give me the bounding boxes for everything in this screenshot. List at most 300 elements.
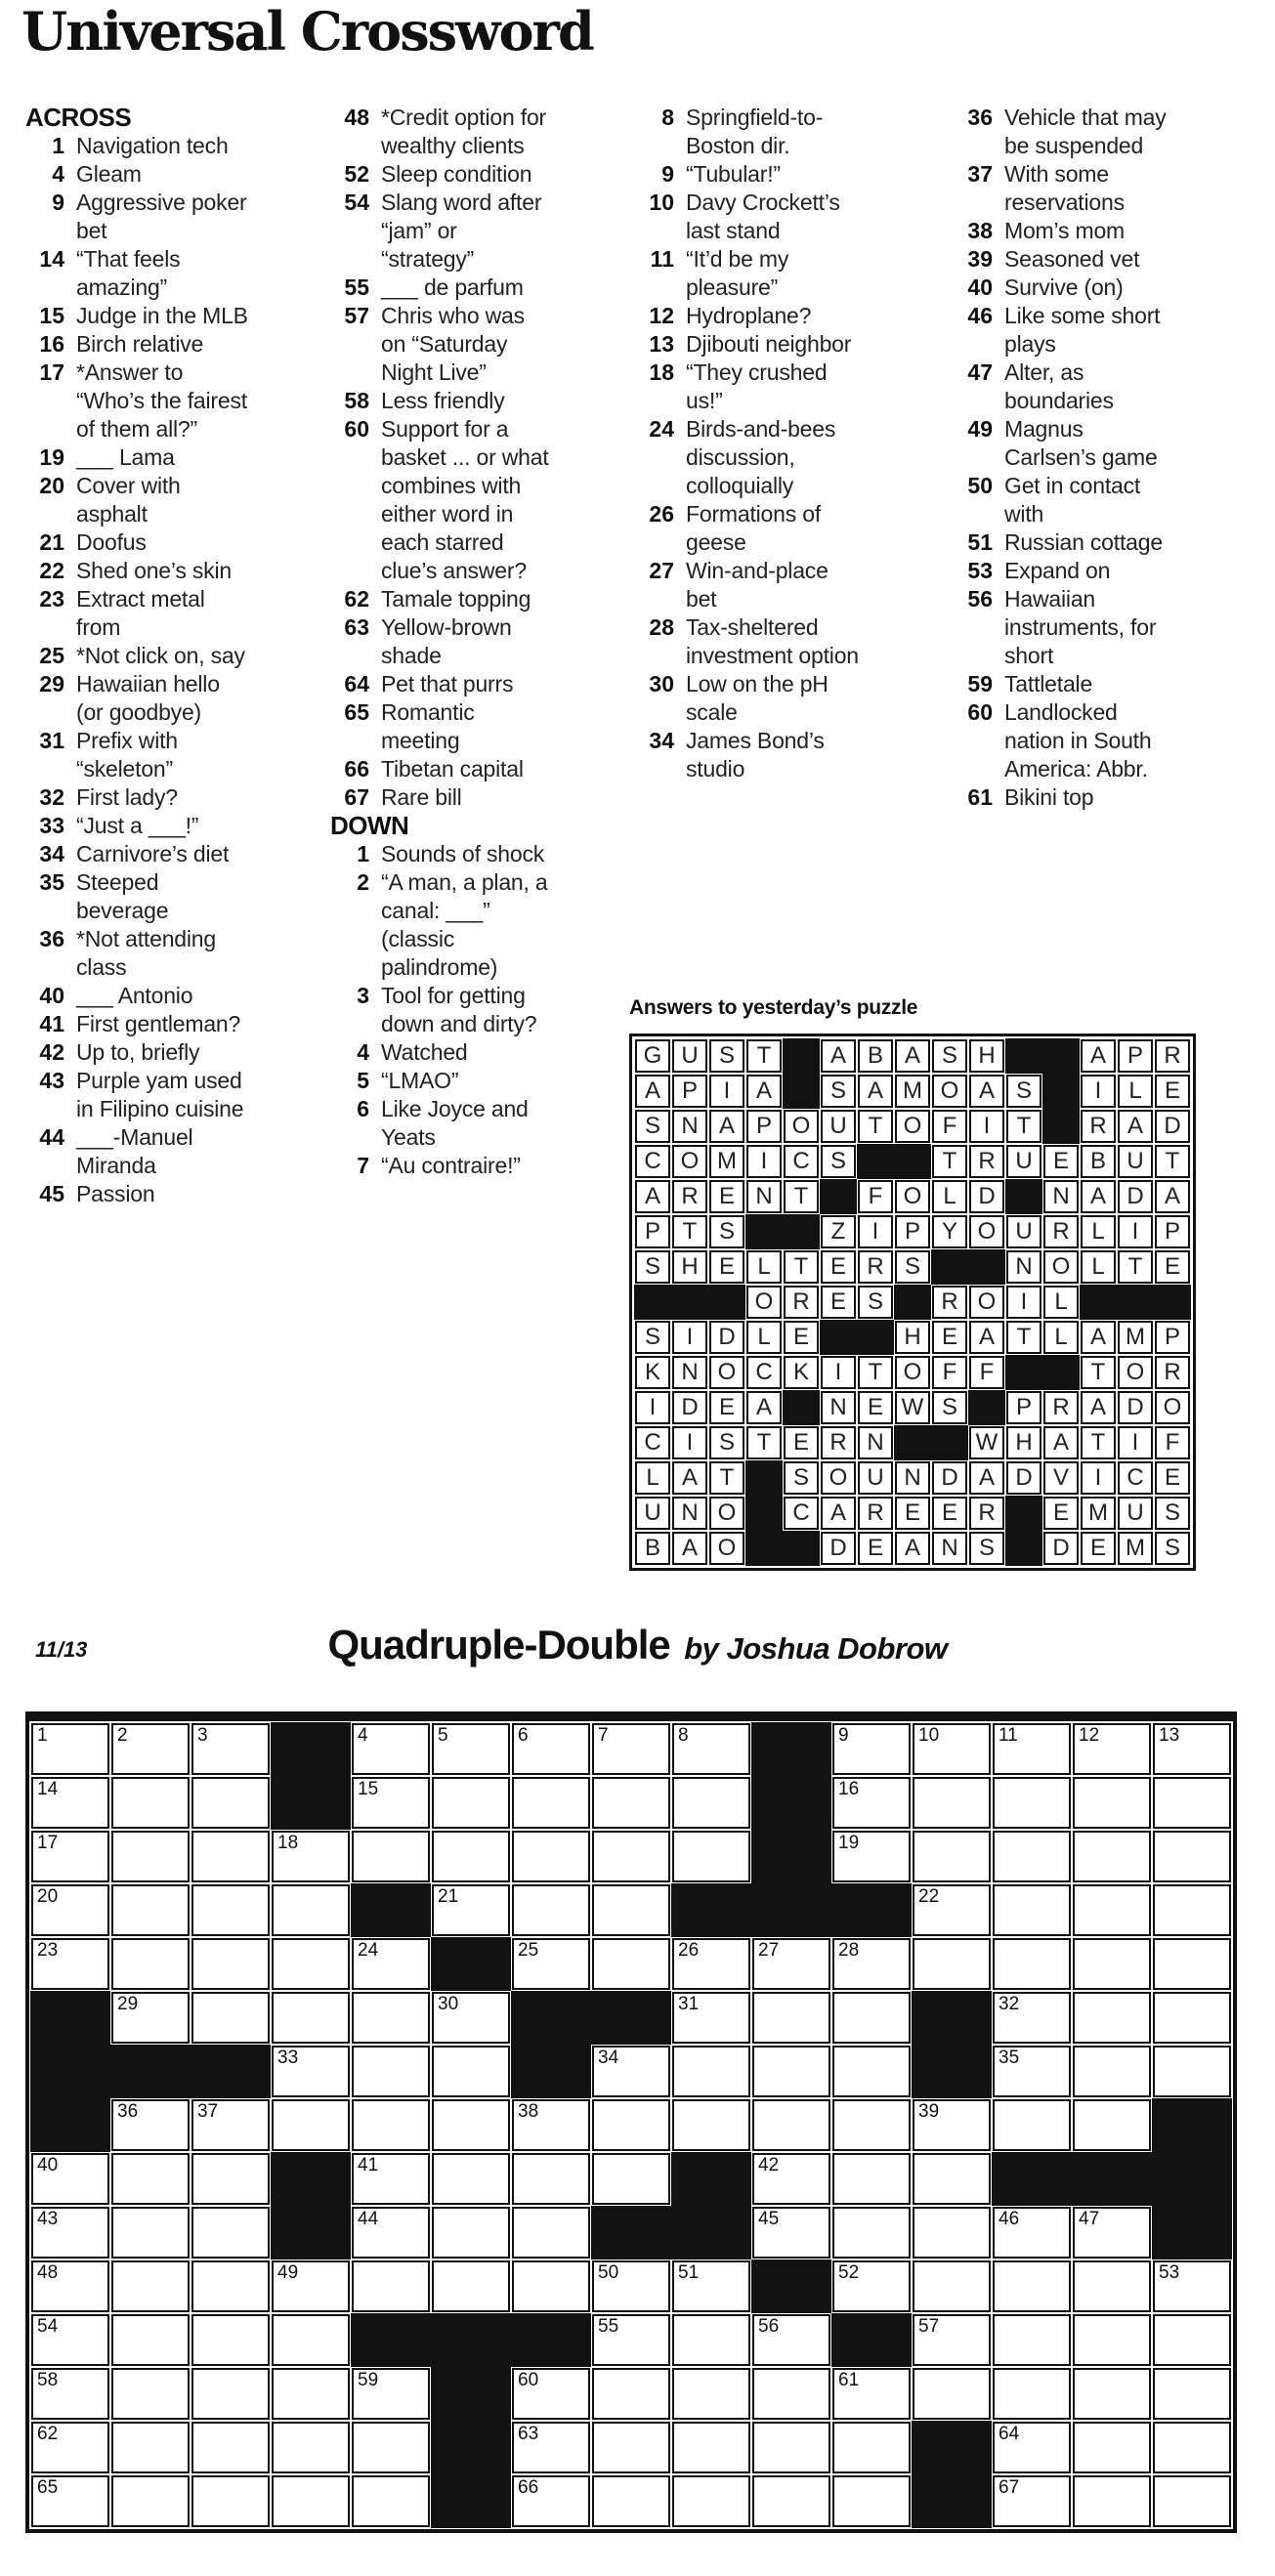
- puzzle-grid-cell[interactable]: [352, 2260, 430, 2312]
- puzzle-grid-cell[interactable]: [1073, 2368, 1151, 2420]
- puzzle-grid-cell[interactable]: [1073, 2207, 1151, 2259]
- puzzle-grid-cell[interactable]: [913, 1884, 991, 1936]
- clue-text: Pet that purrs: [381, 671, 514, 697]
- clue-number: 66: [344, 756, 369, 781]
- puzzle-grid-row: [30, 2259, 1232, 2313]
- puzzle-grid-cell[interactable]: [993, 1938, 1071, 1990]
- clue-item: [330, 302, 629, 387]
- clue-item: [635, 330, 934, 359]
- clue-number: 36: [967, 105, 993, 130]
- answer-grid-letter-cell: Y: [932, 1215, 967, 1248]
- clue-item: [330, 160, 629, 189]
- answer-grid-letter-cell: N: [672, 1356, 707, 1389]
- puzzle-grid-cell[interactable]: [832, 2207, 911, 2259]
- puzzle-grid-cell[interactable]: [1153, 2260, 1231, 2312]
- puzzle-grid-cell[interactable]: [1153, 2368, 1231, 2420]
- puzzle-grid-cell[interactable]: [1073, 2260, 1151, 2312]
- answer-grid-letter-cell: A: [821, 1497, 856, 1530]
- puzzle-cell-number: 4: [358, 1725, 368, 1746]
- puzzle-grid-cell[interactable]: [272, 2314, 350, 2366]
- clue-item: [25, 1180, 324, 1208]
- puzzle-grid-cell[interactable]: [913, 1938, 991, 1990]
- puzzle-grid-black-cell: [1072, 2152, 1152, 2206]
- puzzle-grid-black-cell: [511, 2313, 591, 2367]
- answer-grid-letter-cell: H: [1006, 1426, 1041, 1459]
- puzzle-grid-cell[interactable]: [993, 1831, 1071, 1882]
- answer-grid-letter-cell: E: [1155, 1250, 1190, 1284]
- puzzle-cell-number: 49: [277, 2262, 299, 2283]
- puzzle-cell-number: 42: [758, 2155, 780, 2175]
- puzzle-grid-cell[interactable]: [1073, 1938, 1151, 1990]
- answer-grid-letter-cell: I: [969, 1110, 1004, 1143]
- clue-text: Low on the pH scale: [686, 671, 829, 725]
- answer-grid-letter-cell: S: [821, 1145, 856, 1178]
- puzzle-grid-cell[interactable]: [31, 2368, 109, 2420]
- answer-grid-letter-cell: O: [932, 1075, 967, 1108]
- puzzle-grid-cell[interactable]: [913, 2314, 991, 2366]
- answer-grid-black-cell: [783, 1390, 820, 1425]
- puzzle-grid-cell[interactable]: [993, 2368, 1071, 2420]
- answer-grid-letter-cell: D: [1006, 1461, 1041, 1495]
- puzzle-grid-cell[interactable]: [111, 2368, 190, 2420]
- clue-item: [25, 1067, 324, 1123]
- puzzle-grid-cell[interactable]: [31, 2422, 109, 2473]
- puzzle-grid-cell[interactable]: [512, 2475, 590, 2527]
- clue-number: 50: [967, 473, 993, 498]
- puzzle-grid-cell[interactable]: [592, 2260, 670, 2312]
- puzzle-grid-cell[interactable]: [352, 2368, 430, 2420]
- puzzle-grid-cell[interactable]: [832, 2368, 911, 2420]
- puzzle-grid-cell[interactable]: [111, 2422, 190, 2473]
- puzzle-cell-number: 26: [678, 1940, 700, 1961]
- clue-text: Survive (on): [1004, 274, 1124, 300]
- puzzle-grid-cell[interactable]: [672, 1992, 750, 2044]
- puzzle-grid-cell[interactable]: [592, 2475, 670, 2527]
- puzzle-grid-cell[interactable]: [191, 1777, 270, 1829]
- puzzle-grid-cell[interactable]: [752, 2153, 830, 2205]
- answer-grid-letter-cell: T: [746, 1426, 782, 1459]
- puzzle-grid-cell[interactable]: [752, 1992, 830, 2044]
- clue-item: [954, 415, 1253, 472]
- puzzle-cell-number: 32: [999, 1994, 1020, 2014]
- puzzle-grid-cell[interactable]: [31, 2260, 109, 2312]
- puzzle-grid-cell[interactable]: [672, 2422, 750, 2473]
- answer-grid-letter-cell: H: [895, 1321, 930, 1354]
- puzzle-grid-cell[interactable]: [111, 1723, 190, 1775]
- puzzle-grid-cell[interactable]: [512, 2422, 590, 2473]
- puzzle-grid-cell[interactable]: [1073, 2046, 1151, 2097]
- puzzle-grid-cell[interactable]: [1073, 2099, 1151, 2151]
- puzzle-grid-cell[interactable]: [832, 2475, 911, 2527]
- puzzle-grid-cell[interactable]: [111, 2153, 190, 2205]
- puzzle-grid-cell[interactable]: [191, 1884, 270, 1936]
- puzzle-grid-cell[interactable]: [913, 2260, 991, 2312]
- answer-grid-letter-cell: A: [1081, 1039, 1116, 1073]
- puzzle-grid-cell[interactable]: [191, 2260, 270, 2312]
- clue-item: [330, 104, 629, 160]
- puzzle-grid-cell[interactable]: [1153, 2314, 1231, 2366]
- clue-number: 23: [39, 586, 64, 612]
- clue-list-header-down: DOWN: [330, 811, 409, 840]
- puzzle-grid-cell[interactable]: [832, 1831, 911, 1882]
- puzzle-grid-cell[interactable]: [512, 2368, 590, 2420]
- puzzle-grid-cell[interactable]: [592, 1938, 670, 1990]
- puzzle-grid-cell[interactable]: [352, 2422, 430, 2473]
- puzzle-grid-cell[interactable]: [31, 1777, 109, 1829]
- puzzle-grid-cell[interactable]: [592, 2099, 670, 2151]
- answer-grid-letter-cell: C: [784, 1145, 819, 1178]
- puzzle-grid-cell[interactable]: [191, 2368, 270, 2420]
- puzzle-grid-cell[interactable]: [352, 2099, 430, 2151]
- clue-number: 42: [39, 1039, 64, 1065]
- clue-number: 30: [649, 671, 674, 697]
- puzzle-grid-cell[interactable]: [111, 1777, 190, 1829]
- puzzle-grid-cell[interactable]: [432, 1723, 510, 1775]
- puzzle-grid-cell[interactable]: [512, 1723, 590, 1775]
- puzzle-cell-number: 31: [678, 1994, 700, 2014]
- clue-text: Steeped beverage: [76, 869, 169, 923]
- puzzle-grid-row: [30, 2474, 1232, 2528]
- puzzle-grid-cell[interactable]: [432, 1777, 510, 1829]
- puzzle-grid-cell[interactable]: [352, 1992, 430, 2044]
- puzzle-grid-cell[interactable]: [272, 2046, 350, 2097]
- puzzle-grid-cell[interactable]: [672, 2475, 750, 2527]
- puzzle-grid-cell[interactable]: [832, 2046, 911, 2097]
- answer-grid-letter-cell: T: [672, 1215, 707, 1248]
- puzzle-grid-cell[interactable]: [111, 2207, 190, 2259]
- puzzle-grid-cell[interactable]: [432, 2099, 510, 2151]
- answer-grid-letter-cell: O: [895, 1110, 930, 1143]
- puzzle-grid-cell[interactable]: [993, 2475, 1071, 2527]
- answer-grid-letter-cell: K: [635, 1356, 670, 1389]
- puzzle-grid-cell[interactable]: [31, 1884, 109, 1936]
- puzzle-grid-cell[interactable]: [672, 1831, 750, 1882]
- puzzle-grid-cell[interactable]: [993, 2046, 1071, 2097]
- puzzle-cell-number: 11: [999, 1725, 1018, 1746]
- clue-number: 8: [661, 105, 674, 130]
- puzzle-grid-cell[interactable]: [913, 2207, 991, 2259]
- puzzle-grid-cell[interactable]: [993, 2260, 1071, 2312]
- answer-grid-letter-cell: I: [1006, 1286, 1041, 1319]
- puzzle-grid-cell[interactable]: [111, 2475, 190, 2527]
- puzzle-grid-row: [30, 1830, 1232, 1883]
- puzzle-grid-cell[interactable]: [111, 1938, 190, 1990]
- puzzle-grid-cell[interactable]: [913, 1831, 991, 1882]
- clue-number: 11: [650, 246, 674, 272]
- puzzle-grid-cell[interactable]: [352, 2046, 430, 2097]
- puzzle-grid-cell[interactable]: [432, 2260, 510, 2312]
- puzzle-grid-cell[interactable]: [272, 2422, 350, 2473]
- puzzle-grid-cell[interactable]: [752, 2475, 830, 2527]
- puzzle-grid-cell[interactable]: [31, 2153, 109, 2205]
- answer-grid-letter-cell: A: [746, 1075, 782, 1108]
- puzzle-grid-cell[interactable]: [111, 2099, 190, 2151]
- clue-item: [635, 415, 934, 500]
- puzzle-grid-cell[interactable]: [832, 2153, 911, 2205]
- puzzle-grid-cell[interactable]: [111, 1831, 190, 1882]
- puzzle-grid-cell[interactable]: [352, 1723, 430, 1775]
- puzzle-grid-cell[interactable]: [672, 2260, 750, 2312]
- puzzle-grid-cell[interactable]: [1073, 1777, 1151, 1829]
- puzzle-grid-cell[interactable]: [512, 2099, 590, 2151]
- puzzle-grid-cell[interactable]: [191, 2422, 270, 2473]
- puzzle-grid-cell[interactable]: [512, 2260, 590, 2312]
- answer-grid-black-cell: [1042, 1038, 1080, 1074]
- clue-item: [635, 189, 934, 245]
- puzzle-grid-cell[interactable]: [993, 2099, 1071, 2151]
- puzzle-grid-cell[interactable]: [432, 1992, 510, 2044]
- puzzle-grid-row: [30, 1776, 1232, 1830]
- puzzle-grid-cell[interactable]: [993, 2422, 1071, 2473]
- answer-grid-letter-cell: R: [858, 1497, 893, 1530]
- puzzle-cell-number: 9: [838, 1725, 849, 1746]
- clue-item: [25, 1123, 324, 1180]
- puzzle-cell-number: 65: [37, 2477, 59, 2498]
- answer-grid-row: [634, 1214, 1191, 1249]
- puzzle-grid-cell[interactable]: [832, 1723, 911, 1775]
- puzzle-grid-cell[interactable]: [1073, 2314, 1151, 2366]
- puzzle-grid-cell[interactable]: [512, 2207, 590, 2259]
- puzzle-cell-number: 58: [37, 2370, 59, 2390]
- clue-item: [25, 925, 324, 982]
- puzzle-grid-cell[interactable]: [111, 2314, 190, 2366]
- clue-text: Mom’s mom: [1004, 218, 1126, 243]
- puzzle-grid-cell[interactable]: [272, 1831, 350, 1882]
- puzzle-cell-number: 41: [358, 2155, 379, 2175]
- answer-grid-letter-cell: Z: [821, 1215, 856, 1248]
- clue-text: Davy Crockett’s last stand: [686, 190, 840, 243]
- puzzle-grid-cell[interactable]: [512, 1831, 590, 1882]
- puzzle-grid-cell[interactable]: [512, 1777, 590, 1829]
- puzzle-grid-cell[interactable]: [191, 1723, 270, 1775]
- puzzle-cell-number: 29: [117, 1994, 139, 2014]
- clue-text: Like Joyce and Yeats: [381, 1096, 529, 1150]
- puzzle-grid-cell[interactable]: [1153, 1723, 1231, 1775]
- puzzle-grid-cell[interactable]: [672, 2046, 750, 2097]
- puzzle-grid-cell[interactable]: [1153, 1884, 1231, 1936]
- puzzle-grid-cell[interactable]: [1153, 1992, 1231, 2044]
- puzzle-grid-cell[interactable]: [752, 2207, 830, 2259]
- puzzle-grid-black-cell: [271, 1722, 351, 1776]
- puzzle-grid-cell[interactable]: [432, 1831, 510, 1882]
- clue-number: 41: [39, 1011, 64, 1036]
- clue-item: [330, 840, 629, 868]
- puzzle-grid-cell[interactable]: [752, 2422, 830, 2473]
- puzzle-grid-cell[interactable]: [352, 1938, 430, 1990]
- puzzle-grid-cell[interactable]: [993, 2207, 1071, 2259]
- puzzle-grid-cell[interactable]: [191, 2314, 270, 2366]
- puzzle-grid-cell[interactable]: [832, 1938, 911, 1990]
- puzzle-grid-cell[interactable]: [31, 2475, 109, 2527]
- puzzle-grid-cell[interactable]: [272, 1992, 350, 2044]
- puzzle-grid-cell[interactable]: [432, 1884, 510, 1936]
- puzzle-grid-cell[interactable]: [752, 2099, 830, 2151]
- puzzle-grid-cell[interactable]: [592, 2046, 670, 2097]
- puzzle-grid-cell[interactable]: [592, 2314, 670, 2366]
- puzzle-grid-cell[interactable]: [272, 2368, 350, 2420]
- puzzle-grid-cell[interactable]: [1153, 2475, 1231, 2527]
- puzzle-grid-cell[interactable]: [672, 2314, 750, 2366]
- puzzle-grid-cell[interactable]: [832, 1992, 911, 2044]
- puzzle-grid-cell[interactable]: [111, 1884, 190, 1936]
- answer-grid-black-cell: [1005, 1531, 1042, 1566]
- answer-grid-black-cell: [745, 1460, 783, 1496]
- puzzle-grid-cell[interactable]: [993, 2314, 1071, 2366]
- answer-grid-letter-cell: A: [672, 1532, 707, 1565]
- puzzle-grid-cell[interactable]: [1153, 1938, 1231, 1990]
- puzzle-grid-cell[interactable]: [1153, 2422, 1231, 2473]
- answer-grid-letter-cell: A: [969, 1321, 1004, 1354]
- puzzle-grid-cell[interactable]: [111, 2260, 190, 2312]
- answer-grid-letter-cell: M: [1118, 1321, 1153, 1354]
- clue-item: [954, 302, 1253, 359]
- puzzle-grid-cell[interactable]: [31, 1938, 109, 1990]
- puzzle-grid-cell[interactable]: [191, 2153, 270, 2205]
- clue-item: [954, 698, 1253, 783]
- puzzle-grid-cell[interactable]: [752, 2046, 830, 2097]
- puzzle-grid-cell[interactable]: [752, 1938, 830, 1990]
- puzzle-grid-cell[interactable]: [993, 1992, 1071, 2044]
- puzzle-grid-cell[interactable]: [1073, 1884, 1151, 1936]
- puzzle-grid-cell[interactable]: [672, 2099, 750, 2151]
- puzzle-grid-black-cell: [30, 2045, 110, 2098]
- puzzle-grid-cell[interactable]: [191, 2475, 270, 2527]
- puzzle-grid-cell[interactable]: [592, 1884, 670, 1936]
- puzzle-grid-cell[interactable]: [272, 1938, 350, 1990]
- puzzle-grid-cell[interactable]: [191, 1992, 270, 2044]
- puzzle-grid-cell[interactable]: [272, 1884, 350, 1936]
- clue-item: [25, 840, 324, 868]
- puzzle-cell-number: 24: [358, 1940, 379, 1961]
- puzzle-grid-cell[interactable]: [432, 2153, 510, 2205]
- puzzle-grid-cell[interactable]: [832, 2099, 911, 2151]
- puzzle-grid-cell[interactable]: [1073, 1723, 1151, 1775]
- puzzle-grid-cell[interactable]: [592, 2368, 670, 2420]
- puzzle-grid-cell[interactable]: [913, 2099, 991, 2151]
- puzzle-grid-cell[interactable]: [432, 2207, 510, 2259]
- puzzle-grid-cell[interactable]: [592, 1831, 670, 1882]
- puzzle-grid-cell[interactable]: [352, 1831, 430, 1882]
- puzzle-grid-cell[interactable]: [272, 2475, 350, 2527]
- answer-grid-letter-cell: T: [1006, 1110, 1041, 1143]
- puzzle-grid-cell[interactable]: [1153, 2046, 1231, 2097]
- puzzle-grid-cell[interactable]: [191, 2207, 270, 2259]
- puzzle-grid-cell[interactable]: [913, 2153, 991, 2205]
- answer-grid-letter-cell: P: [746, 1110, 782, 1143]
- puzzle-grid-cell[interactable]: [913, 1777, 991, 1829]
- puzzle-grid-cell[interactable]: [512, 1884, 590, 1936]
- puzzle-grid-cell[interactable]: [352, 2153, 430, 2205]
- puzzle-grid-cell[interactable]: [31, 2314, 109, 2366]
- answer-grid-letter-cell: M: [895, 1075, 930, 1108]
- puzzle-grid-cell[interactable]: [191, 1831, 270, 1882]
- answer-grid-letter-cell: A: [1118, 1110, 1153, 1143]
- puzzle-byline: by Joshua Dobrow: [684, 1631, 948, 1666]
- answer-grid-letter-cell: E: [1043, 1145, 1079, 1178]
- puzzle-grid-cell[interactable]: [31, 1723, 109, 1775]
- answer-grid-letter-cell: W: [895, 1391, 930, 1424]
- puzzle-grid-cell[interactable]: [993, 1777, 1071, 1829]
- puzzle-grid-cell[interactable]: [592, 1777, 670, 1829]
- clue-text: “Tubular!”: [686, 161, 781, 187]
- puzzle-grid-cell[interactable]: [1073, 1831, 1151, 1882]
- answer-grid-letter-cell: A: [1155, 1180, 1190, 1213]
- answer-grid-letter-cell: U: [821, 1110, 856, 1143]
- puzzle-grid-cell[interactable]: [111, 1992, 190, 2044]
- puzzle-grid-black-cell: [511, 2045, 591, 2098]
- answer-grid-row: [634, 1460, 1191, 1496]
- clue-number: 28: [649, 614, 674, 640]
- puzzle-grid-cell[interactable]: [592, 2422, 670, 2473]
- puzzle-grid-cell[interactable]: [832, 2422, 911, 2473]
- clue-item: [635, 557, 934, 613]
- puzzle-grid-cell[interactable]: [913, 2368, 991, 2420]
- clue-item: [25, 160, 324, 189]
- puzzle-grid-cell[interactable]: [432, 2046, 510, 2097]
- puzzle-grid-cell[interactable]: [272, 2260, 350, 2312]
- yesterday-answer-grid: [629, 1034, 1196, 1571]
- clue-text: Get in contact with: [1004, 473, 1141, 527]
- puzzle-title: Quadruple-Double: [327, 1622, 670, 1668]
- clue-item: [330, 585, 629, 613]
- puzzle-grid-cell[interactable]: [31, 2207, 109, 2259]
- puzzle-grid-cell[interactable]: [512, 1938, 590, 1990]
- answer-grid-letter-cell: P: [1006, 1391, 1041, 1424]
- puzzle-grid-cell[interactable]: [191, 2099, 270, 2151]
- puzzle-grid-cell[interactable]: [832, 1777, 911, 1829]
- puzzle-grid-cell[interactable]: [1073, 2422, 1151, 2473]
- clue-text: Gleam: [76, 161, 142, 187]
- clue-number: 62: [344, 586, 369, 612]
- clue-text: Vehicle that may be suspended: [1004, 105, 1167, 158]
- puzzle-grid-cell[interactable]: [352, 2207, 430, 2259]
- puzzle-grid-cell[interactable]: [672, 1938, 750, 1990]
- clue-item: [25, 642, 324, 670]
- puzzle-grid-cell[interactable]: [672, 1723, 750, 1775]
- puzzle-grid-cell[interactable]: [1073, 2475, 1151, 2527]
- puzzle-grid-cell[interactable]: [31, 1831, 109, 1882]
- answer-grid-letter-cell: T: [1006, 1321, 1041, 1354]
- puzzle-grid-cell[interactable]: [352, 1777, 430, 1829]
- puzzle-grid-cell[interactable]: [672, 1777, 750, 1829]
- puzzle-grid-cell[interactable]: [1153, 1831, 1231, 1882]
- puzzle-grid-cell[interactable]: [1153, 1777, 1231, 1829]
- puzzle-grid-cell[interactable]: [993, 1723, 1071, 1775]
- answer-grid-row: [634, 1320, 1191, 1355]
- puzzle-grid-cell[interactable]: [672, 2368, 750, 2420]
- puzzle-grid-cell[interactable]: [272, 2099, 350, 2151]
- puzzle-cell-number: 60: [518, 2370, 539, 2390]
- puzzle-grid-cell[interactable]: [592, 2153, 670, 2205]
- puzzle-grid-cell[interactable]: [191, 1938, 270, 1990]
- puzzle-grid-cell[interactable]: [512, 2153, 590, 2205]
- puzzle-grid-cell[interactable]: [752, 2368, 830, 2420]
- puzzle-grid-cell[interactable]: [352, 2475, 430, 2527]
- puzzle-grid-cell[interactable]: [832, 2260, 911, 2312]
- puzzle-grid-cell[interactable]: [993, 1884, 1071, 1936]
- clue-item: [330, 1152, 629, 1180]
- puzzle-grid-cell[interactable]: [913, 1723, 991, 1775]
- puzzle-grid-cell[interactable]: [592, 1723, 670, 1775]
- puzzle-grid-black-cell: [431, 2313, 511, 2367]
- answer-grid-letter-cell: E: [784, 1426, 819, 1459]
- puzzle-cell-number: 28: [838, 1940, 860, 1961]
- answer-grid-black-cell: [1154, 1285, 1191, 1320]
- puzzle-grid-cell[interactable]: [752, 2314, 830, 2366]
- clue-item: [25, 982, 324, 1010]
- answer-grid-letter-cell: E: [858, 1391, 893, 1424]
- puzzle-grid-cell[interactable]: [1073, 1992, 1151, 2044]
